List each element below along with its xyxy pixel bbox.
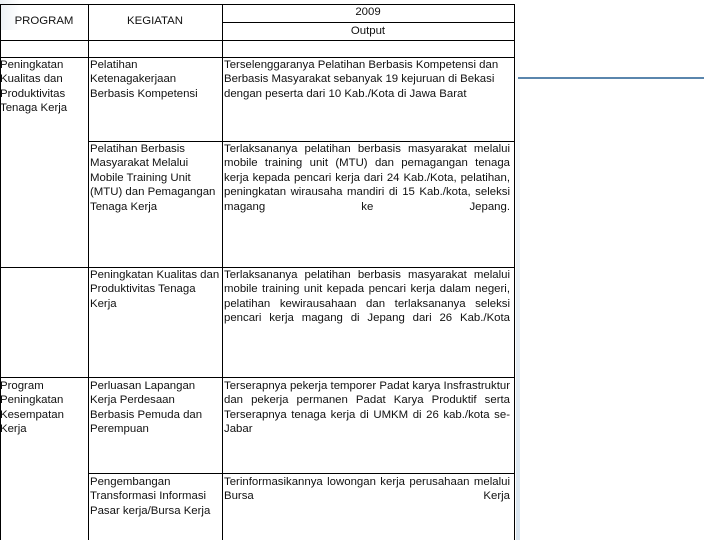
year-header-divider xyxy=(222,22,515,23)
header-bottom-divider xyxy=(0,40,515,41)
table-border-top xyxy=(0,4,515,5)
kegiatan-cell: Pengembangan Transformasi Informasi Pasar kerja/Bursa Kerja xyxy=(90,476,211,517)
row-divider-4 xyxy=(88,473,515,474)
output-cell: Terlaksananya pelatihan berbasis masyarakat melalui mobile training unit (MTU) dan pemagangan tenaga kerja kepada pencari kerja dari 24 Kab./Kota, pelatihan, peningkatan wirausaha mandiri di 15 Kab./kota, seleksi magang ke Jepang. xyxy=(224,143,510,213)
column-divider-kegiatan xyxy=(222,4,223,540)
header-kegiatan: KEGIATAN xyxy=(127,15,183,27)
kegiatan-cell: Perluasan Lapangan Kerja Perdesaan Berbasis Pemuda dan Perempuan xyxy=(90,380,203,436)
program-cell: Peningkatan Kualitas dan Produktivitas Tenaga Kerja xyxy=(0,59,68,115)
header-output: Output xyxy=(350,25,386,37)
output-cell: Terlaksananya pelatihan berbasis masyarakat melalui mobile training unit kepada pencari kerja dalam negeri, pelatihan kewirausahaan dan terlaksananya seleksi pencari kerja magang di Jepang dari 26 Kab./Kota xyxy=(224,269,510,325)
header-program: PROGRAM xyxy=(14,15,74,27)
column-divider-program xyxy=(88,4,89,540)
slide-edge-gradient xyxy=(516,4,520,540)
slide-accent-line xyxy=(518,77,704,79)
header-year: 2009 xyxy=(355,6,381,18)
table-border-right xyxy=(514,4,515,540)
kegiatan-cell: Pelatihan Berbasis Masyarakat Melalui Mobile Training Unit (MTU) dan Pemagangan Tenaga Kerja xyxy=(90,143,216,213)
kegiatan-cell: Pelatihan Ketenagakerjaan Berbasis Kompetensi xyxy=(90,59,198,100)
output-cell: Terinformasikannya lowongan kerja perusahaan melalui Bursa Kerja xyxy=(224,476,510,503)
program-cell: Program Peningkatan Kesempatan Kerja xyxy=(0,380,64,436)
row-divider-3 xyxy=(0,377,515,378)
output-cell: Terserapnya pekerja temporer Padat karya Insfrastruktur dan pekerja permanen Padat Karya Produktif serta Terserapnya tenaga kerja di UMKM di 26 kab./kota se-Jabar xyxy=(224,380,510,436)
kegiatan-cell: Peningkatan Kualitas dan Produktivitas Tenaga Kerja xyxy=(90,269,220,310)
output-cell: Terselenggaranya Pelatihan Berbasis Kompetensi dan Berbasis Masyarakat sebanyak 19 kejuruan di Bekasi dengan peserta dari 10 Kab./Kota di Jawa Barat xyxy=(224,59,499,100)
